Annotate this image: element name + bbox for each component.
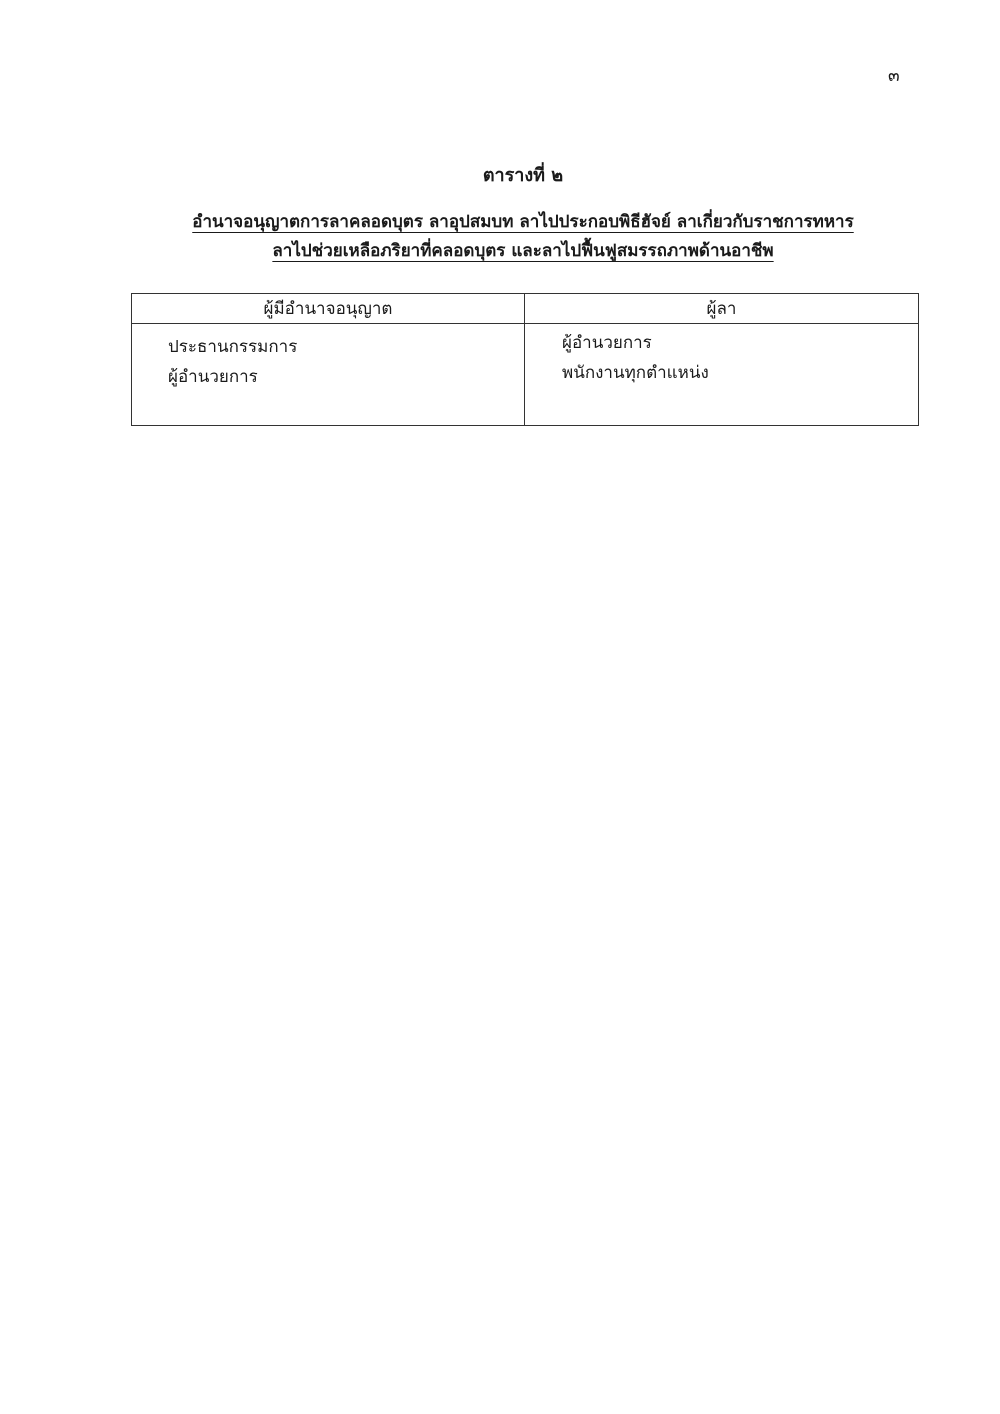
authority-table [131, 293, 919, 426]
table-row [132, 324, 919, 426]
table-title: ตารางที่ ๒ [482, 165, 564, 186]
heading-line-2: ลาไปช่วยเหลือภริยาที่คลอดบุตร และลาไปฟื้นฟูสมรรถภาพด้านอาชีพ [272, 241, 774, 261]
page-number: ๓ [888, 66, 900, 86]
approver-1: ประธานกรรมการ [168, 337, 298, 357]
table-heading [0, 208, 1000, 266]
requester-cell [525, 324, 919, 426]
header-requester: ผู้ลา [525, 294, 919, 324]
requester-2: พนักงานทุกตำแหน่ง [562, 363, 709, 383]
approver-cell [132, 324, 525, 426]
heading-line-1: อำนาจอนุญาตการลาคลอดบุตร ลาอุปสมบท ลาไปประกอบพิธีฮัจย์ ลาเกี่ยวกับราชการทหาร [192, 212, 854, 232]
requester-1: ผู้อำนวยการ [562, 333, 652, 353]
table-header-row [132, 294, 919, 324]
approver-2: ผู้อำนวยการ [168, 367, 258, 387]
header-approver: ผู้มีอำนาจอนุญาต [132, 294, 525, 324]
